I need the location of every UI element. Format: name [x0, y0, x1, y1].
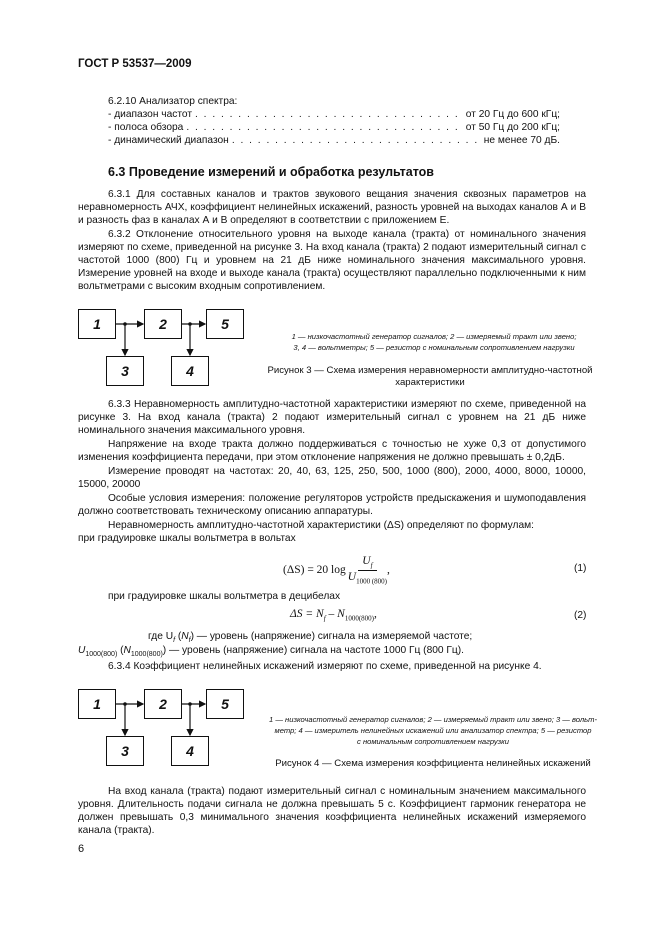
page-number: 6 — [78, 843, 85, 855]
paragraph-6-3-4: 6.3.4 Коэффициент нелинейных искажений измеряют по схеме, приведенной на рисунке 4. — [108, 661, 542, 672]
diagram-block-5: 5 — [206, 309, 244, 339]
diagram-block-3: 3 — [106, 736, 144, 766]
formula-1 — [283, 555, 390, 585]
paragraph-final: На вход канала (тракта) подают измерительный сигнал с номинальным значением максимального уровня. Длительность подачи сигнала не должна превышать 5 с. Коэффициент гармоник генератора не должен превышать 0,3 минимального значения коэффициента нелинейных искажений измеряемого канала (тракта). — [78, 786, 586, 836]
formula-1-lhs: (ΔS) = 20 log — [283, 564, 346, 576]
paragraph-6-3-2: 6.3.2 Отклонение относительного уровня на выходе канала (тракта) от номинального значения измеряют по схеме, приведенной на рисунке 3. На вход канала (тракта) 2 подают измерительный сигнал с частотой 1000 (800) Гц и уровнем на 21 дБ ниже номинального значения максимального уровня. Измерение уровней на входе и выходе канала (тракта) осуществляют параллельно подключенными к ним вольтметрами с высоким входным сопротивлением. — [78, 229, 586, 292]
legend-line: метр; 4 — измеритель нелинейных искажений или анализатор спектра; 5 — резистор — [274, 726, 592, 735]
formula-1-fraction — [348, 555, 387, 585]
paragraph-frequencies: Измерение проводят на частотах: 20, 40, 63, 125, 250, 500, 1000 (800), 2000, 4000, 8000, 10000, 15000, 20000 — [78, 466, 586, 490]
spec-label: - динамический диапазон — [108, 135, 229, 146]
paragraph-voltage: Напряжение на входе тракта должно поддерживаться с точностью не хуже 0,3 от допустимого изменения коэффициента передачи, при этом отклонение напряжения не должно превышать ± 0,2дБ. — [78, 439, 586, 463]
paragraph-decibels: при градуировке шкалы вольтметра в децибелах — [108, 591, 341, 602]
formula-1-number: (1) — [574, 563, 587, 574]
figure-4-caption: Рисунок 4 — Схема измерения коэффициента нелинейных искажений — [275, 758, 591, 769]
formula-1-numerator-sub: f — [370, 561, 373, 570]
where-2-text: — уровень (напряжение) сигнала на частоте 1000 Гц (800 Гц). — [166, 645, 464, 656]
spec-row — [108, 108, 560, 121]
document-header: ГОСТ Р 53537—2009 — [78, 58, 192, 70]
formula-2-mid: – N — [325, 608, 345, 620]
formula-2 — [290, 608, 377, 622]
formula-1-denominator: U — [347, 570, 357, 583]
diagram-block-1: 1 — [78, 309, 116, 339]
formula-1-denominator-sub: 1000 (800) — [356, 576, 387, 585]
formula-1-tail: , — [387, 564, 390, 576]
paragraph-volts: при градуировке шкалы вольтметра в вольтах — [78, 533, 296, 544]
legend-line: 3, 4 — вольтметры; 5 — резистор с номинальным сопротивлением нагрузки — [293, 343, 575, 352]
diagram-block-3: 3 — [106, 356, 144, 386]
formula-2-number: (2) — [574, 610, 587, 621]
section-heading: 6.3 Проведение измерений и обработка результатов — [108, 165, 434, 179]
legend-line: с номинальным сопротивлением нагрузки — [357, 737, 509, 746]
spec-title: 6.2.10 Анализатор спектра: — [108, 96, 238, 107]
figure-4-legend — [255, 714, 611, 747]
legend-line: 1 — низкочастотный генератор сигналов; 2 — измеряемый тракт или звено; 3 — вольт- — [269, 715, 597, 724]
diagram-block-2: 2 — [144, 309, 182, 339]
where-1-prefix: где U — [148, 631, 174, 642]
diagram-block-4: 4 — [171, 356, 209, 386]
spec-label: - полоса обзора — [108, 122, 184, 133]
figure-3-legend — [258, 331, 610, 353]
figure-3-diagram — [78, 308, 248, 388]
spec-value: от 20 Гц до 600 кГц; — [465, 109, 560, 120]
legend-line: 1 — низкочастотный генератор сигналов; 2 — измеряемый тракт или звено; — [291, 332, 577, 341]
formula-2-sub-f: f — [323, 614, 326, 623]
diagram-block-5: 5 — [206, 689, 244, 719]
spec-value: не менее 70 дБ. — [483, 135, 560, 146]
spec-value: от 50 Гц до 200 кГц; — [465, 122, 560, 133]
spec-row — [108, 134, 560, 147]
diagram-block-2: 2 — [144, 689, 182, 719]
spec-label: - диапазон частот — [108, 109, 192, 120]
figure-3-caption: Рисунок 3 — Схема измерения неравномерности амплитудно-частотной характеристики — [267, 365, 593, 388]
formula-1-numerator: U — [362, 555, 371, 568]
where-line-1: где $U_f$ $(N_f)$ — уровень (напряжение) сигнала на измеряемой частоте; — [148, 631, 473, 645]
paragraph-formulas-intro: Неравномерность амплитудно-частотной характеристики (ΔS) определяют по формулам: — [108, 520, 534, 531]
paragraph-special-conditions: Особые условия измерения: положение регуляторов устройств предыскажения и шумоподавления должно соответствовать техническому описанию аппаратуры. — [78, 493, 586, 517]
where-1-text: — уровень (напряжение) сигнала на измеряемой частоте; — [193, 631, 473, 642]
spec-row — [108, 121, 560, 134]
paragraph-6-3-3: 6.3.3 Неравномерность амплитудно-частотной характеристики измеряют по схеме, приведенной на рисунке 3. На вход канала (тракта) 2 подают измерительный сигнал с уровнем на 21 дБ ниже номинального значения максимального уровня. — [78, 399, 586, 436]
figure-4-diagram — [78, 688, 248, 768]
paragraph-6-3-1: 6.3.1 Для составных каналов и трактов звукового вещания значения сквозных параметров на неравномерность АЧХ, коэффициент нелинейных искажений, разность уровней на выходах каналов А и В и разность фаз в каналах А и В определяют в соответствии с приложением Е. — [78, 189, 586, 226]
diagram-block-1: 1 — [78, 689, 116, 719]
formula-2-sub-ref: 1000(800) — [344, 614, 374, 623]
where-line-2: $U_{1000(800)}$ $(N_{1000(800)})$ — уровень (напряжение) сигнала на частоте 1000 Гц (800 Гц). — [78, 645, 464, 659]
formula-2-tail: , — [373, 608, 377, 620]
formula-2-lhs: ΔS = N — [290, 608, 324, 620]
diagram-block-4: 4 — [171, 736, 209, 766]
